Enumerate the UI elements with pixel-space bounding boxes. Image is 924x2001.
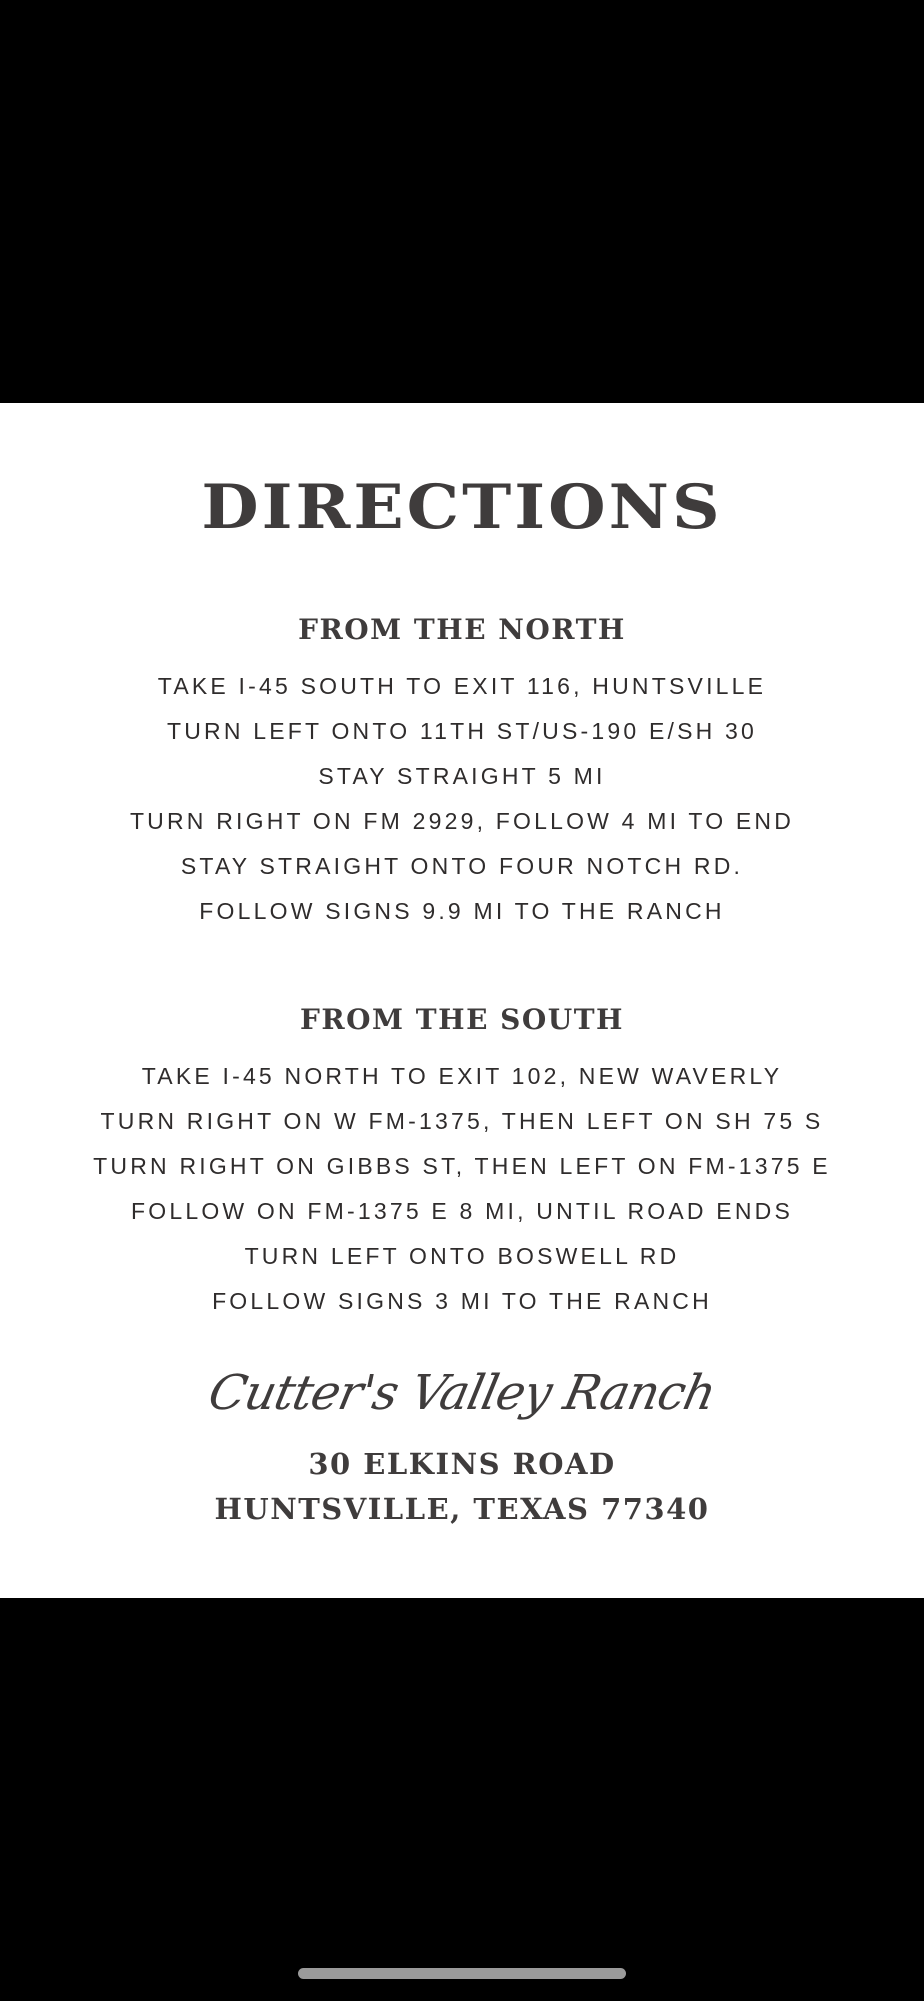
list-item: TURN RIGHT ON W FM-1375, THEN LEFT ON SH 75 S [100,1108,824,1134]
list-item: TURN LEFT ONTO BOSWELL RD [244,1243,680,1269]
list-item: TURN LEFT ONTO 11TH ST/US-190 E/SH 30 [166,718,758,744]
home-indicator[interactable] [298,1968,626,1979]
list-item: TAKE I-45 NORTH TO EXIT 102, NEW WAVERLY [141,1063,783,1089]
address-street: 30 ELKINS ROAD [308,1447,616,1481]
list-item: STAY STRAIGHT 5 MI [318,763,606,789]
south-directions-list [0,1054,924,1324]
list-item: TURN RIGHT ON FM 2929, FOLLOW 4 MI TO END [129,808,795,834]
list-item: FOLLOW SIGNS 3 MI TO THE RANCH [212,1288,712,1314]
section-heading-south: FROM THE SOUTH [300,1003,624,1036]
section-heading-north: FROM THE NORTH [298,613,626,646]
north-directions-list [0,664,924,934]
list-item: STAY STRAIGHT ONTO FOUR NOTCH RD. [180,853,744,879]
address-city: HUNTSVILLE, TEXAS 77340 [214,1492,710,1526]
list-item: TURN RIGHT ON GIBBS ST, THEN LEFT ON FM-1375 E [93,1153,831,1179]
list-item: TAKE I-45 SOUTH TO EXIT 116, HUNTSVILLE [157,673,767,699]
page-title: DIRECTIONS [201,471,723,543]
list-item: FOLLOW ON FM-1375 E 8 MI, UNTIL ROAD ENDS [131,1198,793,1224]
ranch-logo: Cutter's Valley Ranch [203,1365,721,1421]
list-item: FOLLOW SIGNS 9.9 MI TO THE RANCH [199,898,725,924]
